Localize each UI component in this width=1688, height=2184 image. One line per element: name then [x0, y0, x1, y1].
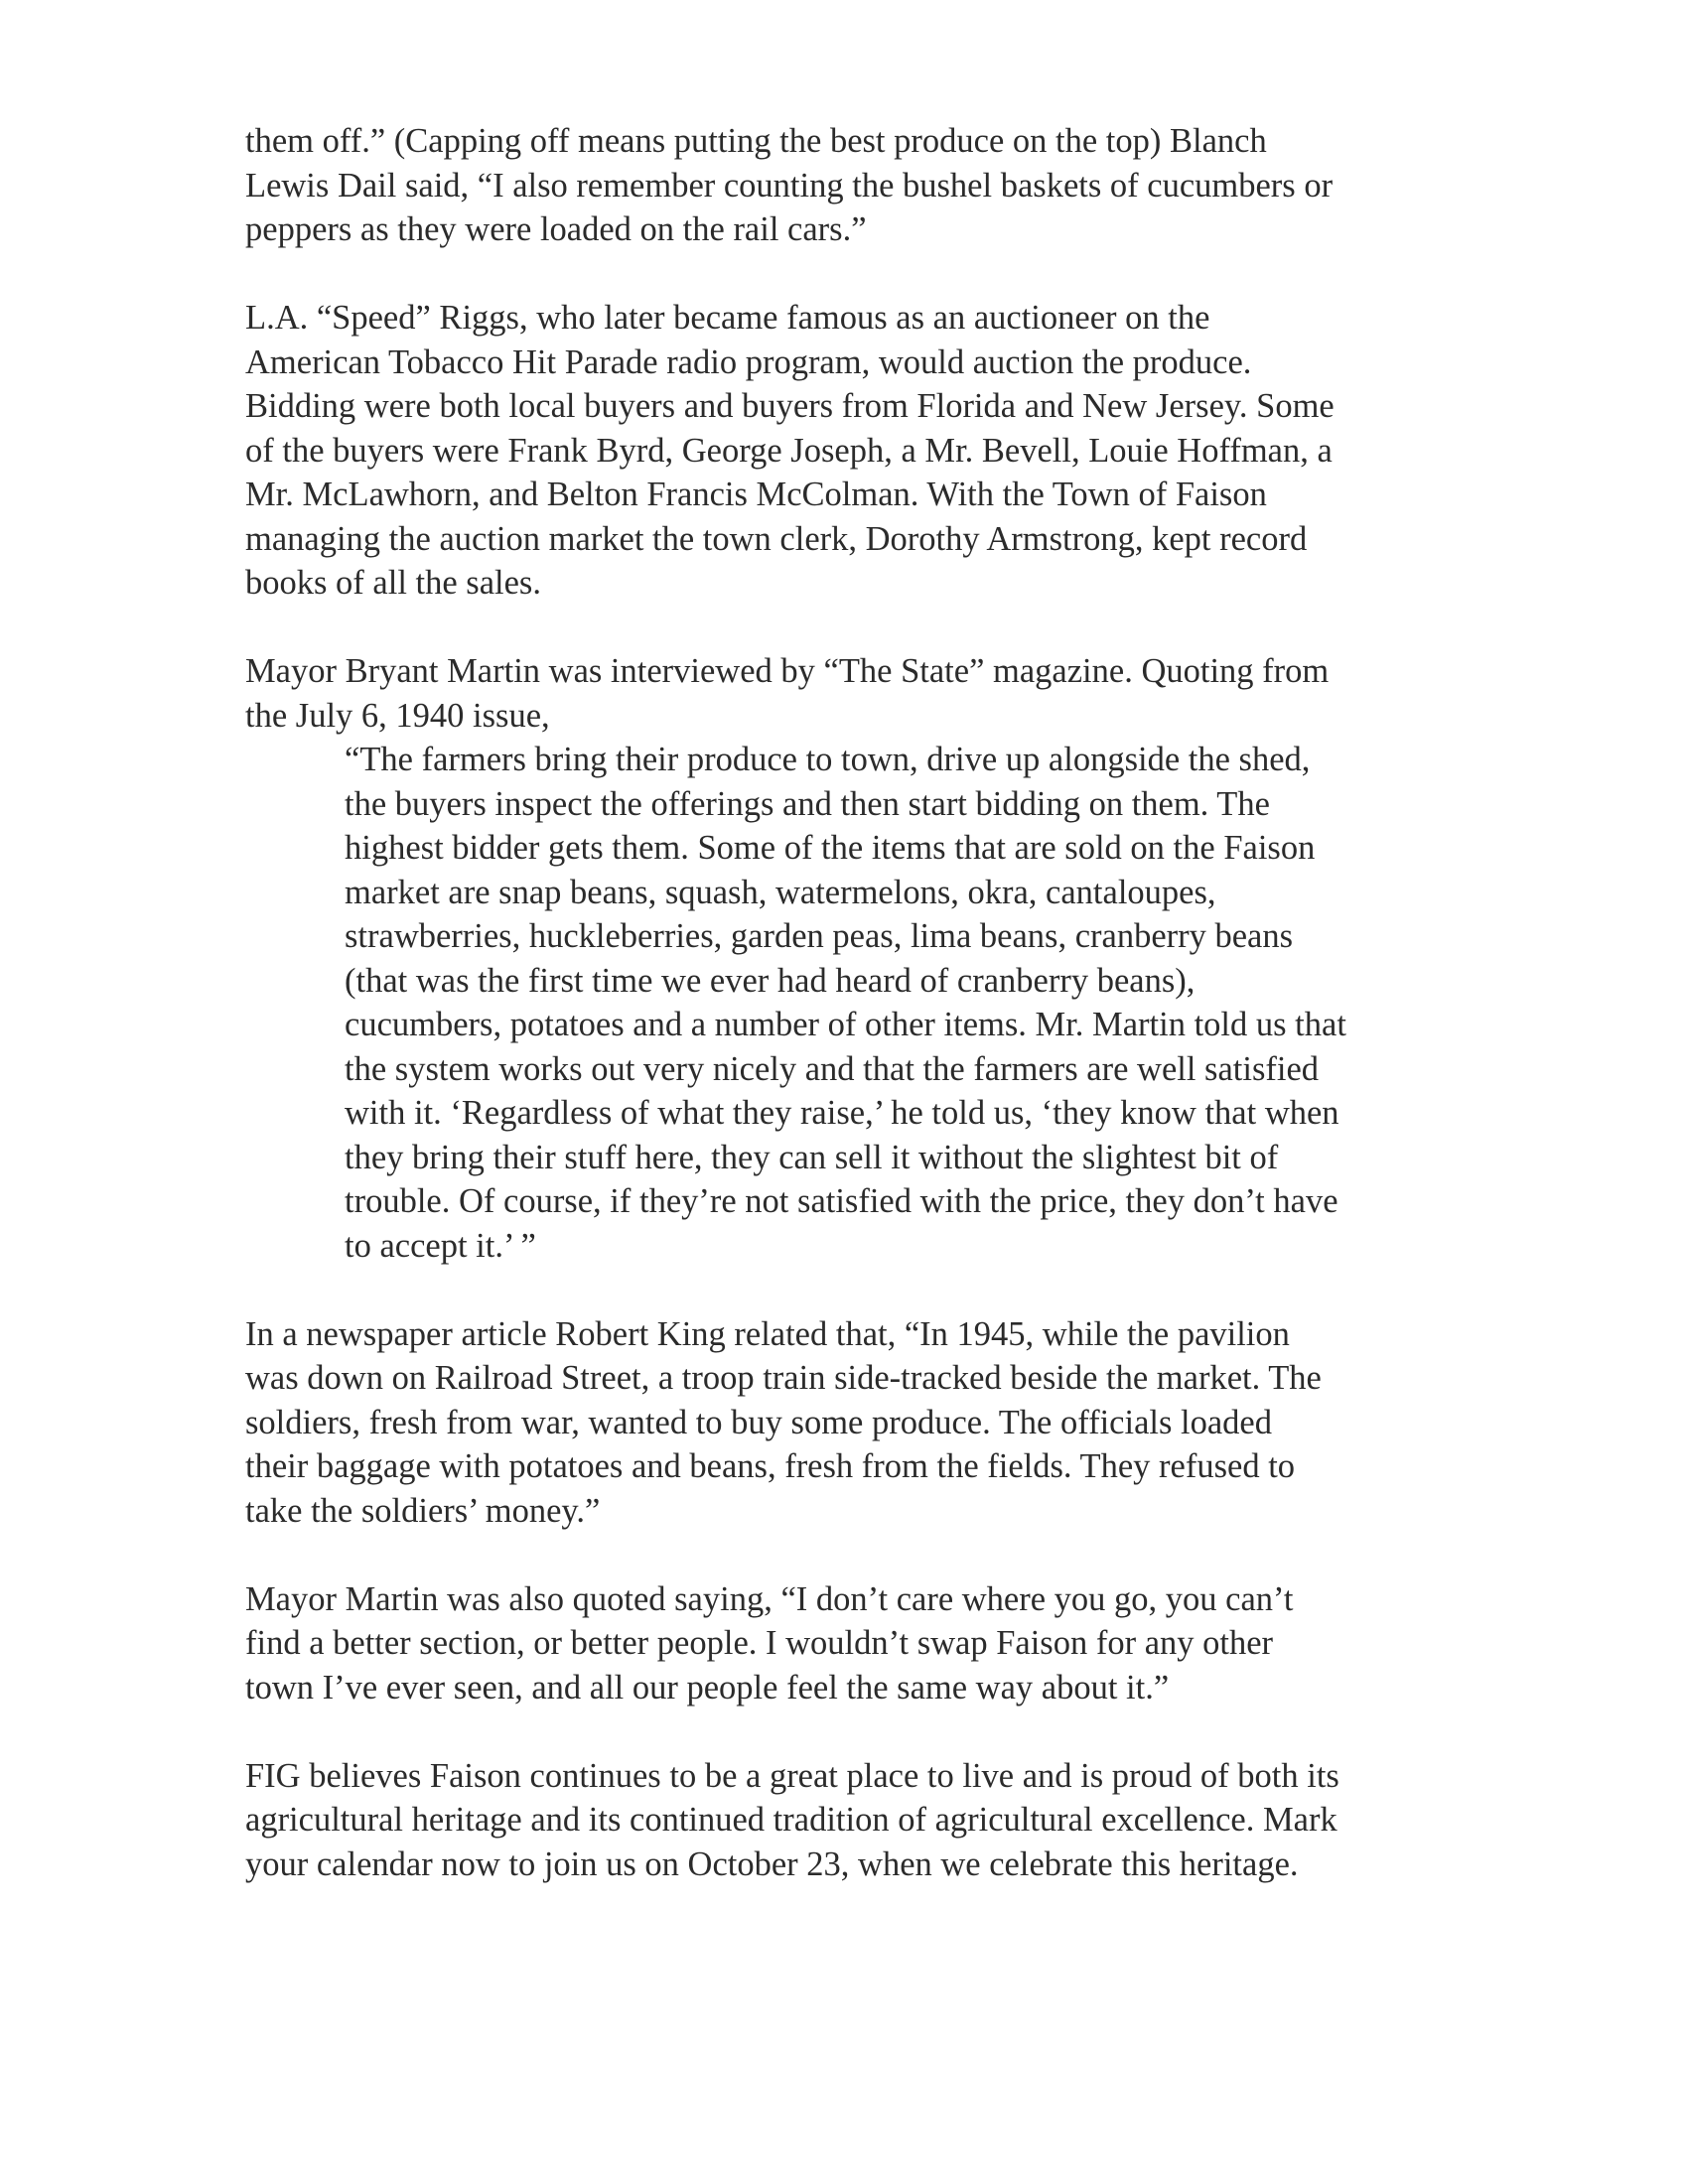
- text-line: your calendar now to join us on October 23, when we celebrate this heritage.: [245, 1844, 1299, 1883]
- paragraph-troop-train: [245, 1312, 1496, 1534]
- text-line: Bidding were both local buyers and buyers from Florida and New Jersey. Some: [245, 387, 1335, 425]
- quote-line: the system works out very nicely and that the farmers are well satisfied: [345, 1049, 1320, 1088]
- text-line: the July 6, 1940 issue,: [245, 696, 550, 735]
- quote-line: highest bidder gets them. Some of the items that are sold on the Faison: [345, 829, 1316, 867]
- block-quote-state-magazine: [345, 738, 1496, 1268]
- text-line: FIG believes Faison continues to be a great place to live and is proud of both its: [245, 1756, 1339, 1795]
- paragraph-produce-capping: [245, 119, 1496, 252]
- paragraph-mayor-interview: [245, 649, 1496, 738]
- text-line: was down on Railroad Street, a troop train side-tracked beside the market. The: [245, 1359, 1322, 1397]
- quote-line: with it. ‘Regardless of what they raise,’ he told us, ‘they know that when: [345, 1094, 1339, 1132]
- paragraph-speed-riggs: [245, 296, 1496, 606]
- text-line: soldiers, fresh from war, wanted to buy some produce. The officials loaded: [245, 1403, 1272, 1441]
- text-line: take the soldiers’ money.”: [245, 1491, 601, 1530]
- quote-line: strawberries, huckleberries, garden peas, lima beans, cranberry beans: [345, 917, 1294, 955]
- text-line: find a better section, or better people. I wouldn’t swap Faison for any other: [245, 1624, 1274, 1662]
- text-line: peppers as they were loaded on the rail cars.”: [245, 210, 867, 248]
- text-line: agricultural heritage and its continued tradition of agricultural excellence. Mark: [245, 1801, 1337, 1839]
- quote-line: “The farmers bring their produce to town, drive up alongside the shed,: [345, 741, 1311, 778]
- text-line: them off.” (Capping off means putting the best produce on the top) Blanch: [245, 122, 1267, 160]
- quote-line: they bring their stuff here, they can sell it without the slightest bit of: [345, 1138, 1279, 1176]
- quote-line: the buyers inspect the offerings and then start bidding on them. The: [345, 784, 1270, 823]
- quote-line: trouble. Of course, if they’re not satisfied with the price, they don’t have: [345, 1182, 1338, 1220]
- text-line: American Tobacco Hit Parade radio program, would auction the produce.: [245, 342, 1252, 381]
- text-line: town I’ve ever seen, and all our people feel the same way about it.”: [245, 1668, 1170, 1706]
- text-line: Mr. McLawhorn, and Belton Francis McColman. With the Town of Faison: [245, 476, 1267, 513]
- document-body: [245, 119, 1496, 1931]
- text-line: In a newspaper article Robert King related that, “In 1945, while the pavilion: [245, 1314, 1290, 1353]
- text-line: L.A. “Speed” Riggs, who later became famous as an auctioneer on the: [245, 299, 1210, 337]
- text-line: Mayor Martin was also quoted saying, “I don’t care where you go, you can’t: [245, 1579, 1294, 1618]
- quote-line: cucumbers, potatoes and a number of other items. Mr. Martin told us that: [345, 1006, 1346, 1043]
- paragraph-fig-closing: [245, 1754, 1496, 1887]
- text-line: books of all the sales.: [245, 564, 541, 602]
- text-line: managing the auction market the town clerk, Dorothy Armstrong, kept record: [245, 519, 1308, 558]
- quote-line: to accept it.’ ”: [345, 1226, 536, 1265]
- text-line: of the buyers were Frank Byrd, George Joseph, a Mr. Bevell, Louie Hoffman, a: [245, 431, 1333, 470]
- quote-line: (that was the first time we ever had heard of cranberry beans),: [345, 961, 1196, 1000]
- paragraph-mayor-quote: [245, 1577, 1496, 1710]
- text-line: Lewis Dail said, “I also remember counting the bushel baskets of cucumbers or: [245, 166, 1334, 205]
- text-line: Mayor Bryant Martin was interviewed by “The State” magazine. Quoting from: [245, 652, 1330, 690]
- text-line: their baggage with potatoes and beans, fresh from the fields. They refused to: [245, 1447, 1296, 1485]
- quote-line: market are snap beans, squash, watermelons, okra, cantaloupes,: [345, 873, 1216, 911]
